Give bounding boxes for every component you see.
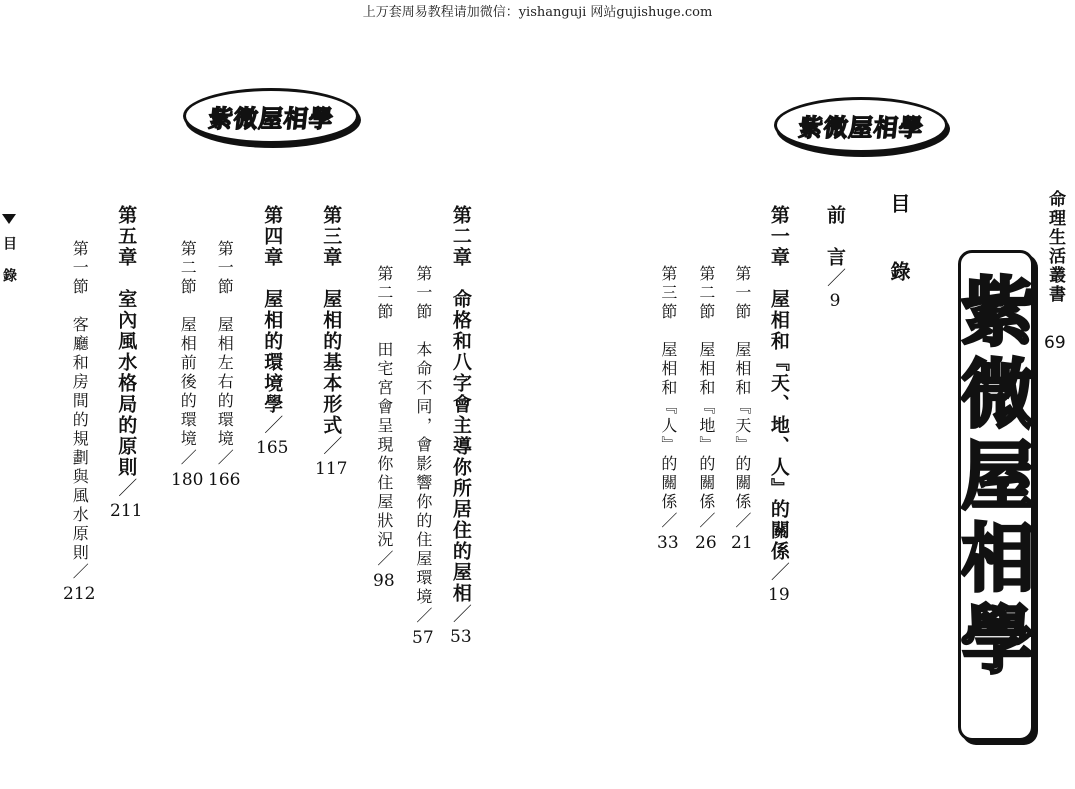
series-label: 命理生活叢書 [1045, 190, 1065, 304]
toc-ch5-section-1: 第一節 客廳和房間的規劃與風水原則／212 [63, 240, 96, 604]
toc-ch1-s2-page: 26 [695, 533, 717, 553]
toc-ch1-section-3: 第三節 屋相和『人』的關係／33 [657, 265, 679, 553]
toc-ch2-title: 第二章 命格和八字會主導你所居住的屋相 [449, 205, 472, 604]
toc-chapter-3: 第三章 屋相的基本形式／117 [315, 205, 348, 479]
toc-ch1-s2-title: 第二節 屋相和『地』的關係 [696, 265, 716, 512]
toc-ch5-title: 第五章 室內風水格局的原則 [115, 205, 138, 478]
toc-ch2-s2-title: 第二節 田宅宮會呈現你住屋狀況 [374, 265, 394, 550]
toc-ch1-section-1: 第一節 屋相和『天』的關係／21 [731, 265, 753, 553]
logo-text-left: 紫微屋相學 [206, 104, 335, 133]
toc-ch2-section-1: 第一節 本命不同，會影響你的住屋環境／57 [412, 265, 434, 648]
toc-ch5-s1-page: 212 [63, 584, 96, 604]
logo-text-right: 紫微屋相學 [796, 113, 925, 142]
toc-ch3-title: 第三章 屋相的基本形式 [320, 205, 343, 436]
toc-ch4-title: 第四章 屋相的環境學 [261, 205, 284, 415]
toc-chapter-5: 第五章 室內風水格局的原則／211 [110, 205, 143, 521]
toc-heading: 目 錄 [887, 193, 911, 295]
toc-ch2-s1-title: 第一節 本命不同，會影響你的住屋環境 [413, 265, 433, 607]
toc-ch2-page: 53 [450, 627, 472, 647]
toc-ch1-s3-title: 第三節 屋相和『人』的關係 [658, 265, 678, 512]
toc-ch4-s2-page: 180 [171, 470, 204, 490]
toc-ch4-page: 165 [256, 438, 289, 458]
toc-preface: 前 言／9 [824, 205, 846, 311]
toc-ch1-title: 第一章 屋相和『天、地、人』的關係 [767, 205, 790, 562]
watermark-text: 上万套周易教程请加微信：yishanguji 网站gujishuge.com [362, 5, 713, 20]
toc-ch1-page: 19 [768, 585, 790, 605]
series-volume: 69 [1044, 333, 1066, 353]
book-title: 紫微屋相學 [949, 273, 1035, 683]
triangle-marker-icon [2, 214, 16, 224]
toc-ch4-s1-title: 第一節 屋相左右的環境 [215, 240, 235, 449]
book-title-box [949, 250, 1035, 741]
edge-label: 目錄 [1, 236, 17, 300]
toc-ch5-page: 211 [110, 501, 143, 521]
toc-preface-page: 9 [829, 291, 841, 311]
toc-chapter-4: 第四章 屋相的環境學／165 [256, 205, 289, 458]
toc-ch2-s2-page: 98 [373, 571, 395, 591]
toc-ch3-page: 117 [315, 459, 348, 479]
toc-chapter-2: 第二章 命格和八字會主導你所居住的屋相／53 [449, 205, 472, 647]
toc-ch1-section-2: 第二節 屋相和『地』的關係／26 [695, 265, 717, 553]
toc-ch4-section-1: 第一節 屋相左右的環境／166 [208, 240, 241, 490]
toc-ch4-s1-page: 166 [208, 470, 241, 490]
toc-ch1-s1-title: 第一節 屋相和『天』的關係 [732, 265, 752, 512]
toc-ch4-section-2: 第二節 屋相前後的環境／180 [171, 240, 204, 490]
toc-ch1-s3-page: 33 [657, 533, 679, 553]
logo-badge-left [183, 88, 359, 144]
toc-ch2-section-2: 第二節 田宅宮會呈現你住屋狀況／98 [373, 265, 395, 591]
toc-ch5-s1-title: 第一節 客廳和房間的規劃與風水原則 [70, 240, 90, 563]
toc-ch4-s2-title: 第二節 屋相前後的環境 [178, 240, 198, 449]
toc-ch2-s1-page: 57 [412, 628, 434, 648]
logo-badge-right [774, 97, 948, 153]
toc-ch1-s1-page: 21 [731, 533, 753, 553]
toc-preface-title: 前 言 [824, 205, 846, 268]
toc-chapter-1: 第一章 屋相和『天、地、人』的關係／19 [767, 205, 790, 605]
